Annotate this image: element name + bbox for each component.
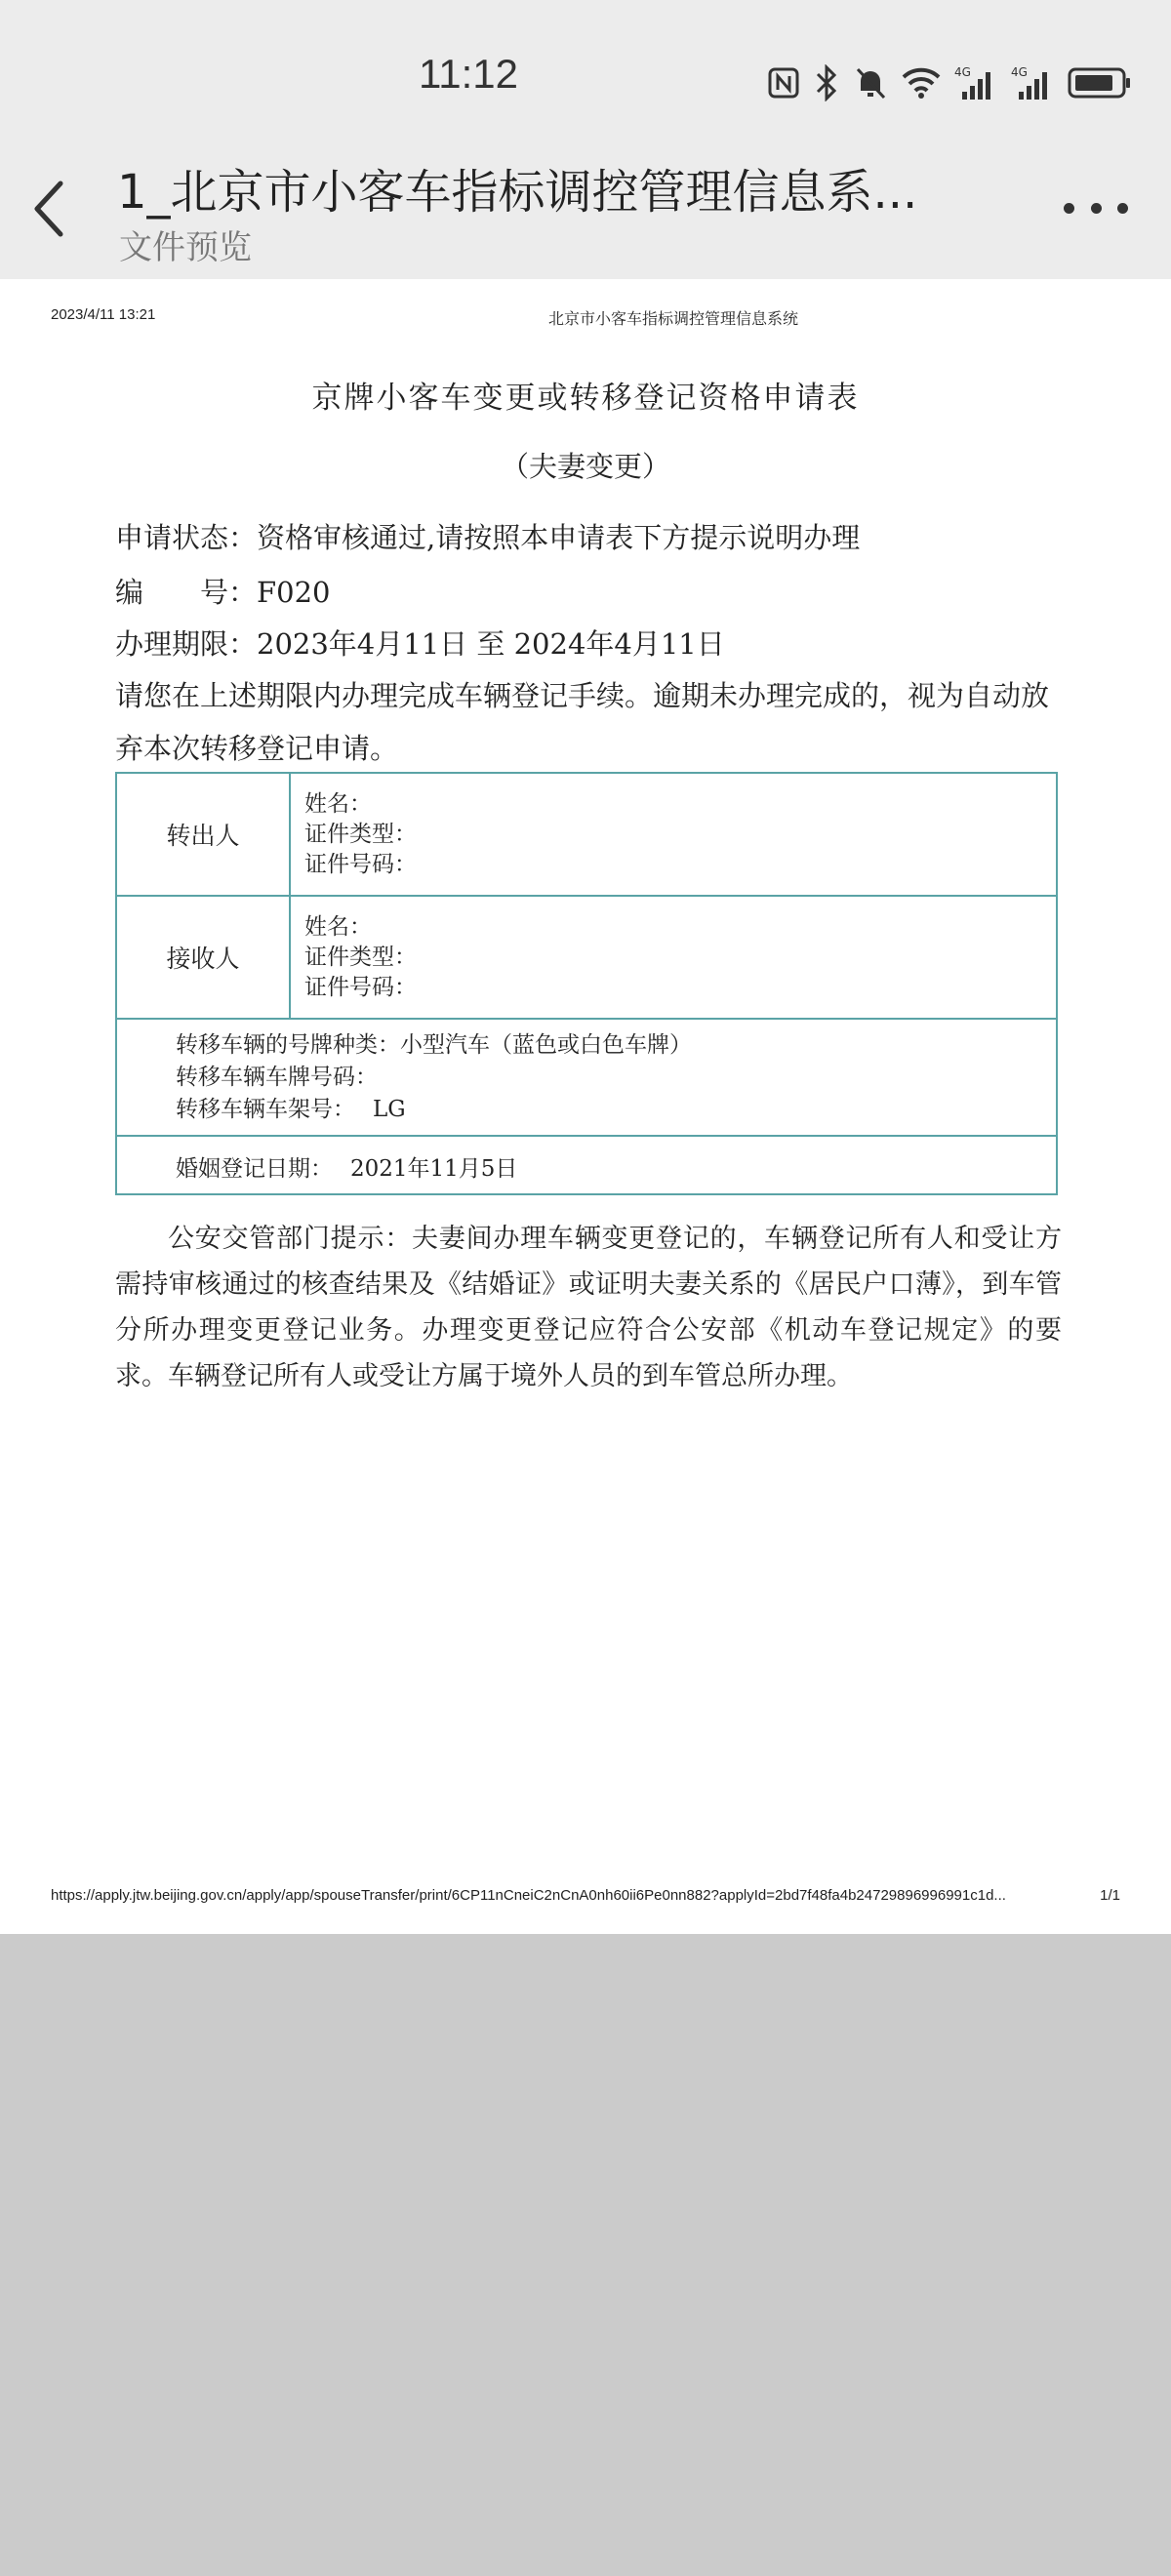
id-type-label: 证件类型： [304, 945, 417, 970]
title-bar [0, 137, 1171, 279]
more-dot-icon [1091, 203, 1102, 214]
more-options-button[interactable] [1064, 193, 1128, 222]
document-title: 1_北京市小客车指标调控管理信息系... [117, 165, 918, 220]
back-button[interactable] [29, 174, 88, 244]
transferor-row [117, 774, 1056, 897]
mute-icon [853, 65, 888, 101]
more-dot-icon [1064, 203, 1074, 214]
status-time: 11:12 [419, 51, 518, 97]
police-tip: 公安交管部门提示：夫妻间办理车辆变更登记的，车辆登记所有人和受让方需持审核通过的核查结果及《结婚证》或证明夫妻关系的《居民户口薄》，到车管分所办理变更登记业务。办理变更登记应符合公安部《机动车登记规定》的要求。车辆登记所有人或受让方属于境外人员的到车管总所办理。 [115, 1224, 1062, 1391]
info-table [115, 772, 1058, 1195]
notice-text: 请您在上述期限内办理完成车辆登记手续。逾期未办理完成的，视为自动放弃本次转移登记申请。 [115, 679, 1050, 765]
plate-type-line [176, 1029, 1056, 1062]
transferee-label: 接收人 [117, 897, 291, 1018]
number-value: F020 [257, 576, 331, 609]
empty-preview-area [0, 1934, 1171, 2576]
id-number-label: 证件号码： [304, 852, 417, 877]
status-line: 申请状态：资格审核通过,请按照本申请表下方提示说明办理 [115, 521, 861, 554]
name-label: 姓名： [304, 791, 372, 817]
document-subtitle: 文件预览 [119, 228, 252, 267]
marriage-label: 婚姻登记日期： [176, 1156, 333, 1182]
id-number-label: 证件号码： [304, 975, 417, 1000]
transferee-row [117, 897, 1056, 1020]
transferor-label: 转出人 [117, 774, 291, 895]
wifi-icon [902, 66, 941, 100]
transferee-fields [291, 897, 417, 1018]
period-line: 办理期限：2023年4月11日 至 2024年4月11日 [115, 627, 725, 661]
print-header-system: 北京市小客车指标调控管理信息系统 [547, 309, 798, 328]
transferor-fields [291, 774, 417, 895]
network-label: 4G [954, 65, 971, 79]
document-page[interactable] [0, 279, 1171, 1934]
number-label: 编 号： [115, 576, 258, 609]
print-footer-page: 1/1 [1100, 1887, 1120, 1904]
vin-value: LG [373, 1097, 406, 1122]
nfc-icon [767, 66, 800, 100]
name-label: 姓名： [304, 914, 372, 940]
signal-4g-icon [1011, 64, 1054, 101]
back-chevron-icon [29, 174, 68, 244]
plate-number-label: 转移车辆车牌号码： [176, 1065, 378, 1090]
more-dot-icon [1117, 203, 1128, 214]
print-footer-url: https://apply.jtw.beijing.gov.cn/apply/app/spouseTransfer/print/6CP11nCneiC2nCnA0nh60ii6Pe0nn882?applyId=2bd7f48fa4b24729896996991c1d... [51, 1887, 1006, 1904]
plate-type-label: 转移车辆的号牌种类： [176, 1032, 400, 1058]
battery-icon [1068, 66, 1132, 100]
number-line [115, 571, 331, 611]
network-label: 4G [1011, 65, 1028, 79]
signal-4g-icon [954, 64, 997, 101]
print-date: 2023/4/11 13:21 [51, 306, 156, 323]
vin-line [176, 1094, 1056, 1126]
plate-type-value: 小型汽车（蓝色或白色车牌） [400, 1032, 692, 1058]
marriage-row [117, 1137, 1056, 1193]
status-icons [767, 60, 1132, 105]
form-subtitle: （夫妻变更） [500, 450, 670, 483]
form-title: 京牌小客车变更或转移登记资格申请表 [311, 381, 860, 416]
id-type-label: 证件类型： [304, 822, 417, 847]
marriage-date: 2021年11月5日 [350, 1156, 518, 1182]
status-bar [0, 0, 1171, 137]
vin-label: 转移车辆车架号： [176, 1097, 355, 1122]
bluetooth-icon [814, 64, 839, 101]
vehicle-row [117, 1020, 1056, 1137]
